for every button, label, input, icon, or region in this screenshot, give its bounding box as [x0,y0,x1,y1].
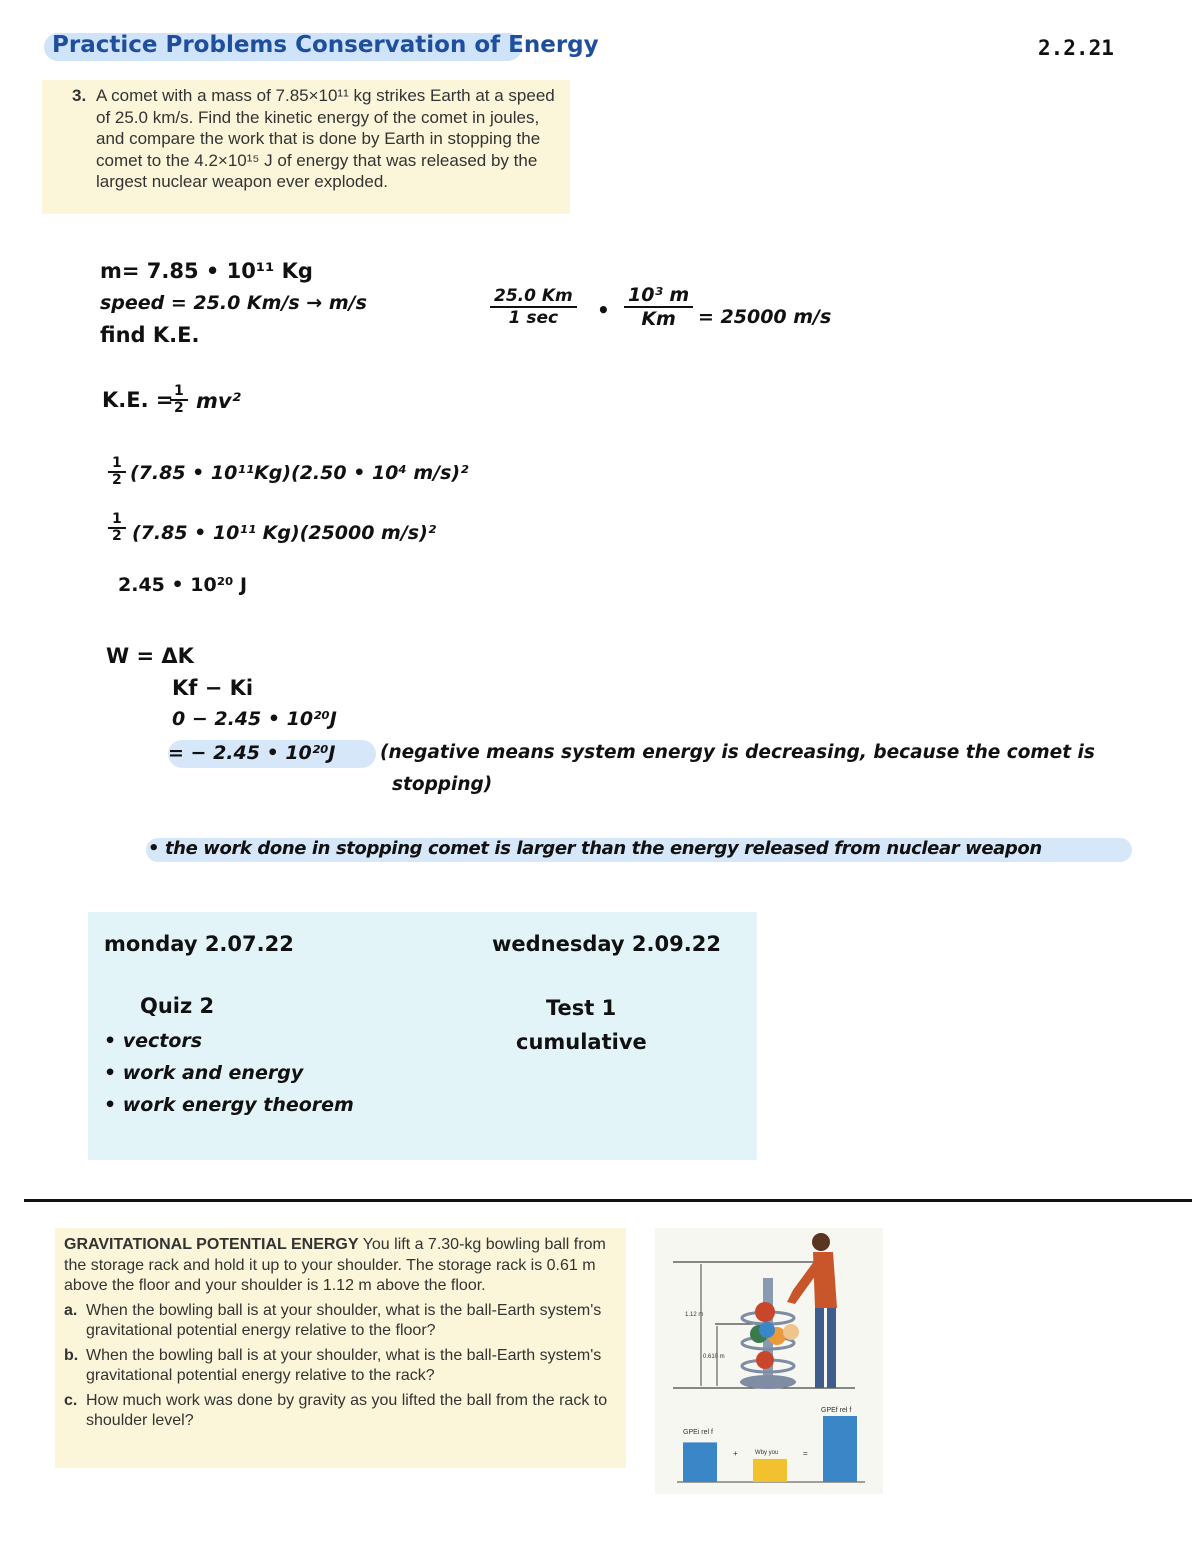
conversion-den-1: 1 sec [508,308,559,328]
gpe-item-a-text: When the bowling ball is at your shoulder, what is the ball-Earth system's gravitational potential energy relative to the floor? [86,1301,602,1339]
schedule-wednesday: wednesday 2.09.22 [492,932,721,956]
ke-formula-rhs: mv² [196,389,241,413]
given-mass: m= 7.85 • 10¹¹ Kg [100,259,313,283]
work-bar [753,1459,787,1482]
ke-step-2: (7.85 • 10¹¹ Kg)(25000 m/s)² [132,522,437,544]
ke-half-num: 1 [170,384,188,401]
conversion-fraction-2 [624,284,693,330]
page-title: Practice Problems Conservation of Energy [52,32,599,58]
work-note-continued: stopping) [392,774,493,795]
person-torso [813,1252,837,1308]
person-head [812,1233,830,1251]
work-step-2: 0 − 2.45 • 10²⁰J [172,708,337,730]
equals-label: = [803,1449,808,1458]
step1-half-num: 1 [108,456,126,473]
height-label-1: 1.12 m [685,1312,704,1318]
work-result: = − 2.45 • 10²⁰J [168,742,336,764]
step2-half-num: 1 [108,512,126,529]
gpe-item-b-letter: b. [64,1346,79,1364]
step1-half [108,456,126,488]
schedule-test: Test 1 [546,996,617,1020]
person-leg [827,1308,836,1388]
person-leg [815,1308,824,1388]
bowling-ball [783,1324,799,1340]
gpe-item-a [64,1301,616,1342]
gpe-item-b [64,1346,616,1387]
conversion-dot: • [597,298,610,322]
schedule-quiz: Quiz 2 [140,994,215,1018]
page-date: 2.2.21 [1038,36,1114,60]
ke-step-1: (7.85 • 10¹¹Kg)(2.50 • 10⁴ m/s)² [130,462,469,484]
ke-formula-lhs: K.E. = [102,388,174,412]
conversion-result: = 25000 m/s [698,306,832,328]
height-label-2: 0.610 m [703,1354,725,1360]
ke-result: 2.45 • 10²⁰ J [118,574,248,596]
gpe-problem-text [64,1235,616,1432]
step1-half-den: 2 [112,472,122,488]
problem-3-number: 3. [72,86,87,105]
gpe-final-label: GPEf rel f [821,1407,852,1414]
rack-base [740,1375,796,1389]
gpe-initial-bar [683,1442,717,1482]
conversion-num-1: 25.0 Km [490,286,577,308]
gpe-heading: GRAVITATIONAL POTENTIAL ENERGY [64,1236,359,1253]
gpe-intro-text: You lift a 7.30-kg bowling ball from the storage rack and hold it up to your shoulder. The storage rack is 0.61 m above the floor and your shoulder is 1.12 m above the floor. [64,1236,606,1294]
conversion-num-2: 10³ m [624,284,693,308]
bowling-figure [655,1228,883,1494]
conclusion: • the work done in stopping comet is larger than the energy released from nuclear weapon [148,838,1042,859]
step2-half [108,512,126,544]
problem-3-text: A comet with a mass of 7.85×10¹¹ kg strikes Earth at a speed of 25.0 km/s. Find the kinetic energy of the comet in joules, and compare the work that is done by Earth in stopping the comet to the 4.2×10¹⁵ J of energy that was released by the largest nuclear weapon ever exploded. [96,86,555,191]
step2-half-den: 2 [112,528,122,544]
conversion-fraction-1 [490,286,577,328]
given-speed: speed = 25.0 Km/s → m/s [100,292,367,314]
gpe-initial-label: GPEi rel f [683,1429,713,1436]
find-ke: find K.E. [100,323,200,347]
gpe-item-c-text: How much work was done by gravity as you lifted the ball from the rack to shoulder level? [86,1391,608,1429]
gpe-item-a-letter: a. [64,1301,78,1319]
gpe-intro [64,1235,616,1297]
work-equation: W = ΔK [106,644,194,668]
schedule-test-note: cumulative [516,1030,647,1054]
bowling-ball [759,1322,775,1338]
gpe-final-bar [823,1416,857,1482]
gpe-item-b-text: When the bowling ball is at your shoulder, what is the ball-Earth system's gravitational potential energy relative to the rack? [86,1346,602,1384]
conversion-den-2: Km [641,308,676,330]
bowling-ball [756,1351,774,1369]
bowling-figure-drawing [655,1228,883,1494]
plus-label: + [733,1449,738,1458]
gpe-item-c-letter: c. [64,1391,78,1409]
work-step-1: Kf − Ki [172,676,254,700]
bowling-ball [755,1302,775,1322]
schedule-topic-2: • work and energy [104,1062,304,1084]
ke-half-den: 2 [174,400,184,416]
schedule-monday: monday 2.07.22 [104,932,294,956]
work-label: Wby you [755,1450,779,1456]
schedule-topic-3: • work energy theorem [104,1094,354,1116]
gpe-item-c [64,1391,616,1432]
work-note: (negative means system energy is decreasing, because the comet is [380,742,1095,763]
schedule-topic-1: • vectors [104,1030,203,1052]
section-divider [24,1199,1192,1202]
ke-formula-half [170,384,188,416]
